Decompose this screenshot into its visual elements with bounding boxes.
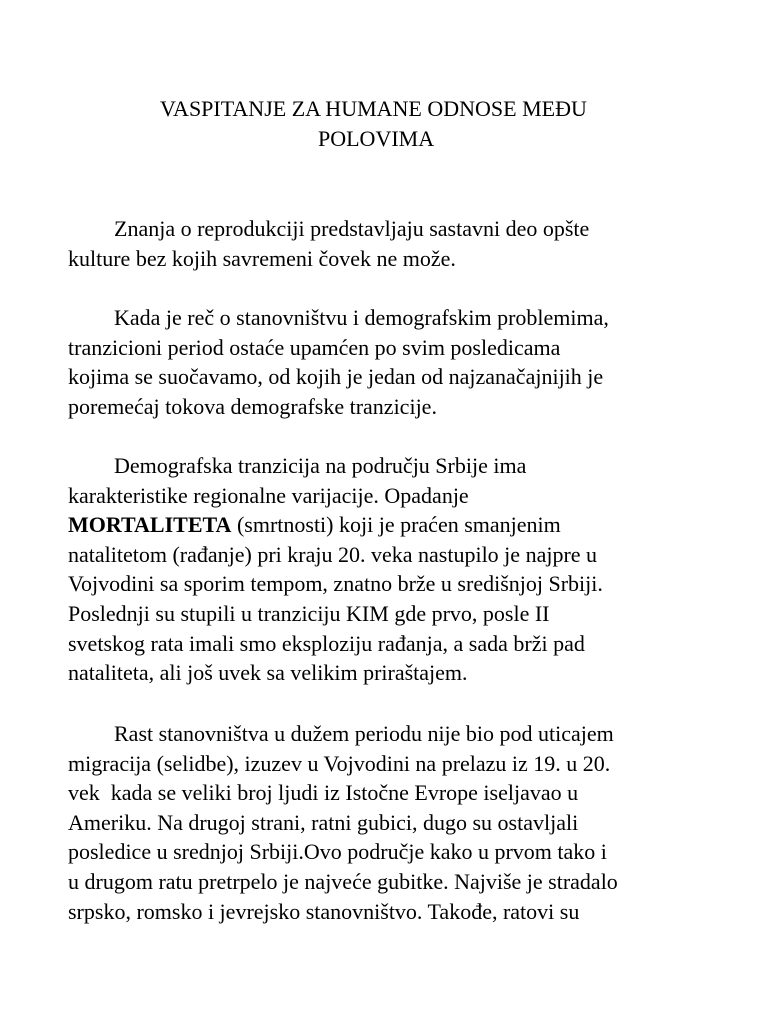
paragraph-line: poremećaj tokova demografske tranzicije.: [68, 393, 437, 419]
paragraph-line: Vojvodini sa sporim tempom, znatno brže u središnjoj Srbiji.: [68, 571, 603, 597]
paragraph-line-rest: (smrtnosti) koji je praćen smanjenim: [231, 512, 561, 538]
document-title-line-1: VASPITANJE ZA HUMANE ODNOSE MEĐU: [160, 96, 587, 121]
paragraph-line: Ameriku. Na drugoj strani, ratni gubici, dugo su ostavljali: [68, 809, 579, 835]
paragraph-line: migracija (selidbe), izuzev u Vojvodini na prelazu iz 19. u 20.: [68, 750, 611, 776]
paragraph-line: Demografska tranzicija na području Srbije ima: [114, 453, 527, 478]
paragraph-line: kojima se suočavamo, od kojih je jedan od najzanačajnijih je: [68, 364, 604, 390]
paragraph-line: natalitetom (rađanje) pri kraju 20. veka nastupilo je najpre u: [68, 541, 598, 567]
paragraph-line: srpsko, romsko i jevrejsko stanovništvo. Takođe, ratovi su: [68, 898, 580, 924]
paragraph-line: kulture bez kojih savremeni čovek ne može.: [68, 245, 456, 271]
paragraph-line: u drugom ratu pretrpelo je najveće gubitke. Najviše je stradalo: [68, 868, 618, 894]
paragraph-line: tranzicioni period ostaće upamćen po svim posledicama: [68, 334, 561, 360]
paragraph-line: Rast stanovništva u dužem periodu nije bio pod uticajem: [114, 721, 614, 746]
paragraph-transition-period: [68, 303, 708, 421]
paragraph-line: Znanja o reprodukciji predstavljaju sastavni deo opšte: [114, 216, 590, 241]
paragraph-line: posledice u srednjoj Srbiji.Ovo područje kako u prvom tako i: [68, 839, 607, 865]
document-title-line-2: POLOVIMA: [318, 126, 435, 151]
paragraph-line: Kada je reč o stanovništvu i demografskim problemima,: [114, 305, 609, 330]
paragraph-line-with-bold: [68, 510, 708, 540]
paragraph-line: svetskog rata imali smo eksploziju rađanja, a sada brži pad: [68, 630, 585, 656]
paragraph-line: nataliteta, ali još uvek sa velikim priraštajem.: [68, 660, 468, 686]
paragraph-reproduction-knowledge: [68, 214, 708, 273]
bold-term-mortality: MORTALITETA: [68, 512, 232, 538]
paragraph-population-growth: [68, 719, 708, 926]
paragraph-line: karakteristike regionalne varijacije. Opadanje: [68, 482, 469, 508]
paragraph-line: Poslednji su stupili u tranziciju KIM gde prvo, posle II: [68, 600, 550, 626]
paragraph-line: vek kada se veliki broj ljudi iz Istočne Evrope iseljavao u: [68, 780, 579, 806]
paragraph-demographic-transition: [68, 451, 708, 688]
